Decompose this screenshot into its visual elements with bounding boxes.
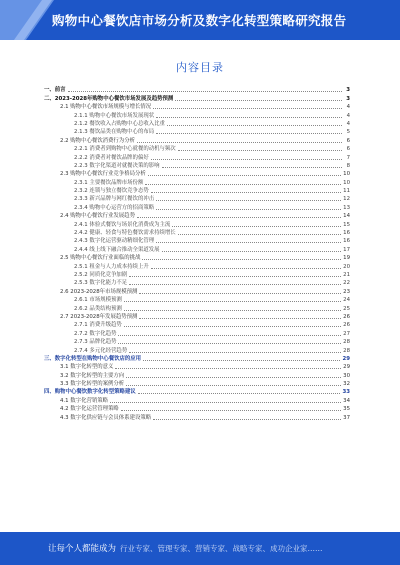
toc-entry-text: 2.2.3 数字化渠道对就餐决策的影响 [74, 162, 160, 169]
toc-entry-text: 2.2 购物中心餐饮消费行为分析 [60, 137, 135, 144]
toc-page-number: 27 [343, 330, 350, 337]
toc-entry[interactable] [44, 103, 350, 111]
toc-entry[interactable] [44, 338, 350, 346]
toc-page-number: 10 [343, 171, 350, 178]
toc-leader-dots [124, 301, 341, 302]
toc-entry-text: 2.7 2023-2028年发展趋势预测 [60, 313, 138, 320]
toc-page-number: 4 [346, 112, 350, 119]
toc-page-number: 32 [343, 381, 350, 388]
toc-entry-text: 2.4.2 健康、轻食与特色餐饮需求持续增长 [74, 230, 176, 237]
footer-slogan: 让每个人都能成为 [48, 544, 117, 554]
toc-leader-dots [156, 242, 341, 243]
toc-entry[interactable] [44, 187, 350, 195]
table-of-contents [44, 86, 350, 422]
toc-page-number: 16 [343, 230, 350, 237]
toc-entry[interactable] [44, 245, 350, 253]
toc-page-number: 17 [343, 246, 350, 253]
toc-page-number: 14 [343, 213, 350, 220]
toc-entry[interactable] [44, 363, 350, 371]
toc-entry[interactable] [44, 254, 350, 262]
toc-entry-text: 2.7.3 品牌化趋势 [74, 339, 117, 346]
toc-entry[interactable] [44, 120, 350, 128]
toc-leader-dots [172, 226, 341, 227]
toc-page-number: 25 [343, 305, 350, 312]
toc-page-number: 19 [343, 255, 350, 262]
toc-entry-text: 3.1 数字化转型的意义 [60, 364, 114, 371]
toc-leader-dots [115, 368, 341, 369]
toc-entry-text: 2.5.3 数字化能力不足 [74, 280, 128, 287]
toc-leader-dots [124, 310, 341, 311]
toc-page-number: 28 [343, 339, 350, 346]
toc-page-number: 6 [346, 137, 350, 144]
toc-leader-dots [153, 108, 342, 109]
toc-entry-text: 2.1 购物中心餐饮市场规模与增长情况 [60, 104, 152, 111]
toc-page-number: 21 [343, 271, 350, 278]
toc-leader-dots [121, 410, 341, 411]
toc-entry[interactable] [44, 405, 350, 413]
toc-entry[interactable] [44, 153, 350, 161]
toc-entry-text: 二、2023-2028年购物中心餐饮市场发展及趋势预测 [44, 95, 174, 102]
toc-entry[interactable] [44, 279, 350, 287]
toc-page-number: 29 [343, 364, 350, 371]
toc-page-number: 24 [343, 297, 350, 304]
toc-entry[interactable] [44, 304, 350, 312]
toc-entry-text: 2.6.1 市场规模预测 [74, 297, 122, 304]
toc-entry[interactable] [44, 128, 350, 136]
toc-entry[interactable] [44, 321, 350, 329]
toc-entry-text: 2.1.2 餐饮收入占购物中心总收入比重 [74, 120, 165, 127]
toc-leader-dots [178, 234, 341, 235]
toc-entry[interactable] [44, 212, 350, 220]
toc-page-number: 20 [343, 263, 350, 270]
toc-entry-text: 2.4.4 线上线下融合推动全渠道发展 [74, 246, 160, 253]
toc-entry[interactable] [44, 271, 350, 279]
toc-page-number: 29 [342, 355, 350, 362]
toc-page-number: 7 [346, 154, 350, 161]
toc-entry-text: 2.4.1 体验式餐饮与场景化消费成为主流 [74, 221, 171, 228]
toc-entry[interactable] [44, 296, 350, 304]
toc-leader-dots [118, 343, 341, 344]
toc-leader-dots [151, 159, 342, 160]
toc-entry[interactable] [44, 170, 350, 178]
toc-entry[interactable] [44, 313, 350, 321]
toc-leader-dots [129, 352, 341, 353]
toc-leader-dots [137, 217, 341, 218]
toc-leader-dots [148, 175, 341, 176]
toc-page-number: 8 [346, 162, 350, 169]
toc-leader-dots [162, 167, 342, 168]
toc-entry[interactable] [44, 203, 350, 211]
toc-entry-text: 四、购物中心餐饮数字化转型策略建议 [44, 389, 136, 396]
toc-leader-dots [153, 419, 341, 420]
footer-banner [0, 532, 400, 565]
toc-entry-text: 2.2.2 消费者对餐饮品牌的偏好 [74, 154, 149, 161]
toc-entry[interactable] [44, 413, 350, 421]
toc-leader-dots [156, 117, 342, 118]
toc-page-number: 35 [343, 406, 350, 413]
toc-leader-dots [68, 91, 342, 92]
toc-entry-text: 2.7.4 多元化经营趋势 [74, 347, 128, 354]
toc-page-number: 15 [343, 221, 350, 228]
toc-entry[interactable] [44, 237, 350, 245]
toc-entry-text: 3.3 数字化转型的案例分析 [60, 381, 125, 388]
toc-entry-text: 3.2 数字化转型的主要方向 [60, 372, 125, 379]
toc-entry[interactable] [44, 380, 350, 388]
toc-entry-text: 一、前言 [44, 87, 66, 94]
toc-entry-text: 4.3 数字化供应链与会员体系建设策略 [60, 414, 152, 421]
toc-leader-dots [156, 200, 341, 201]
toc-entry-text: 4.1 数字化营销策略 [60, 397, 109, 404]
toc-entry[interactable] [44, 136, 350, 144]
toc-leader-dots [129, 276, 341, 277]
toc-leader-dots [126, 385, 341, 386]
toc-entry-text: 2.5.1 租金与人力成本持续上升 [74, 263, 149, 270]
toc-leader-dots [139, 293, 341, 294]
toc-leader-dots [137, 142, 342, 143]
toc-entry[interactable] [44, 396, 350, 404]
toc-page-number: 12 [343, 196, 350, 203]
toc-leader-dots [118, 335, 341, 336]
toc-page-number: 5 [346, 129, 350, 136]
toc-entry[interactable] [44, 229, 350, 237]
header-banner [0, 0, 400, 40]
toc-leader-dots [143, 360, 340, 361]
toc-page-number: 37 [343, 414, 350, 421]
toc-entry[interactable] [44, 346, 350, 354]
toc-entry[interactable] [44, 329, 350, 337]
toc-heading: 内容目录 [176, 61, 224, 74]
toc-page-number: 23 [343, 288, 350, 295]
toc-entry[interactable] [44, 220, 350, 228]
toc-leader-dots [162, 251, 342, 252]
toc-leader-dots [142, 259, 341, 260]
toc-entry-text: 2.5.2 同质化竞争加剧 [74, 271, 128, 278]
toc-leader-dots [129, 284, 341, 285]
toc-page-number: 30 [343, 372, 350, 379]
toc-page-number: 22 [343, 280, 350, 287]
toc-leader-dots [110, 402, 341, 403]
toc-leader-dots [139, 318, 341, 319]
toc-leader-dots [124, 326, 341, 327]
toc-page-number: 10 [343, 179, 350, 186]
toc-entry[interactable] [44, 94, 350, 102]
toc-entry-text: 2.1.3 餐饮品类在购物中心的布局 [74, 129, 155, 136]
toc-leader-dots [178, 150, 342, 151]
toc-page-number: 26 [343, 322, 350, 329]
toc-entry-text: 2.6.2 品类结构预测 [74, 305, 122, 312]
toc-entry-text: 2.6 2023-2028年市场规模预测 [60, 288, 138, 295]
toc-entry-text: 2.3.3 新兴品牌与网红餐饮的冲击 [74, 196, 155, 203]
toc-leader-dots [126, 377, 341, 378]
toc-entry[interactable] [44, 178, 350, 186]
toc-entry[interactable] [44, 262, 350, 270]
toc-leader-dots [156, 133, 342, 134]
report-title: 购物中心餐饮店市场分析及数字化转型策略研究报告 [52, 13, 347, 28]
toc-page-number: 4 [346, 104, 350, 111]
toc-page-number: 16 [343, 238, 350, 245]
toc-entry[interactable] [44, 111, 350, 119]
toc-entry-text: 2.5 购物中心餐饮行业面临的挑战 [60, 255, 141, 262]
toc-entry[interactable] [44, 355, 350, 363]
toc-entry-text: 2.3 购物中心餐饮行业竞争格局分析 [60, 171, 146, 178]
toc-page-number: 26 [343, 313, 350, 320]
toc-page-number: 3 [346, 95, 350, 102]
toc-entry-text: 2.7.2 数字化趋势 [74, 330, 117, 337]
toc-entry-text: 2.4.3 数字化运营驱动精细化管理 [74, 238, 155, 245]
toc-entry[interactable] [44, 195, 350, 203]
toc-entry-text: 2.3.4 购物中心运营方的招商策略 [74, 204, 155, 211]
toc-leader-dots [167, 125, 342, 126]
toc-entry[interactable] [44, 162, 350, 170]
footer-roles: 行业专家、管理专家、营销专家、战略专家、成功企业家…… [120, 544, 323, 553]
toc-page-number: 34 [343, 397, 350, 404]
toc-entry-text: 三、数字化转型在购物中心餐饮店的应用 [44, 355, 142, 362]
toc-entry-text: 2.3.1 主要餐饮品牌市场份额 [74, 179, 144, 186]
toc-entry-text: 2.4 购物中心餐饮行业发展趋势 [60, 213, 135, 220]
toc-leader-dots [156, 209, 341, 210]
toc-leader-dots [138, 393, 341, 394]
toc-entry-text: 2.1.1 购物中心餐饮市场发展现状 [74, 112, 155, 119]
toc-entry-text: 4.2 数字化运营管理策略 [60, 406, 119, 413]
toc-entry-text: 2.2.1 消费者到购物中心就餐的动机与频次 [74, 146, 176, 153]
toc-entry[interactable] [44, 371, 350, 379]
toc-entry[interactable] [44, 145, 350, 153]
toc-page-number: 4 [346, 120, 350, 127]
toc-leader-dots [151, 268, 341, 269]
toc-entry[interactable] [44, 287, 350, 295]
toc-entry-text: 2.3.2 连锁与独立餐饮竞争态势 [74, 188, 149, 195]
toc-page-number: 33 [342, 389, 350, 396]
toc-leader-dots [175, 100, 342, 101]
toc-entry-text: 2.7.1 消费升级趋势 [74, 322, 122, 329]
toc-page-number: 6 [346, 146, 350, 153]
toc-entry[interactable] [44, 388, 350, 396]
toc-page-number: 13 [343, 204, 350, 211]
toc-page-number: 28 [343, 347, 350, 354]
toc-leader-dots [145, 184, 341, 185]
toc-page-number: 3 [346, 87, 350, 94]
toc-leader-dots [151, 192, 341, 193]
toc-page-number: 11 [343, 188, 350, 195]
toc-entry[interactable] [44, 86, 350, 94]
